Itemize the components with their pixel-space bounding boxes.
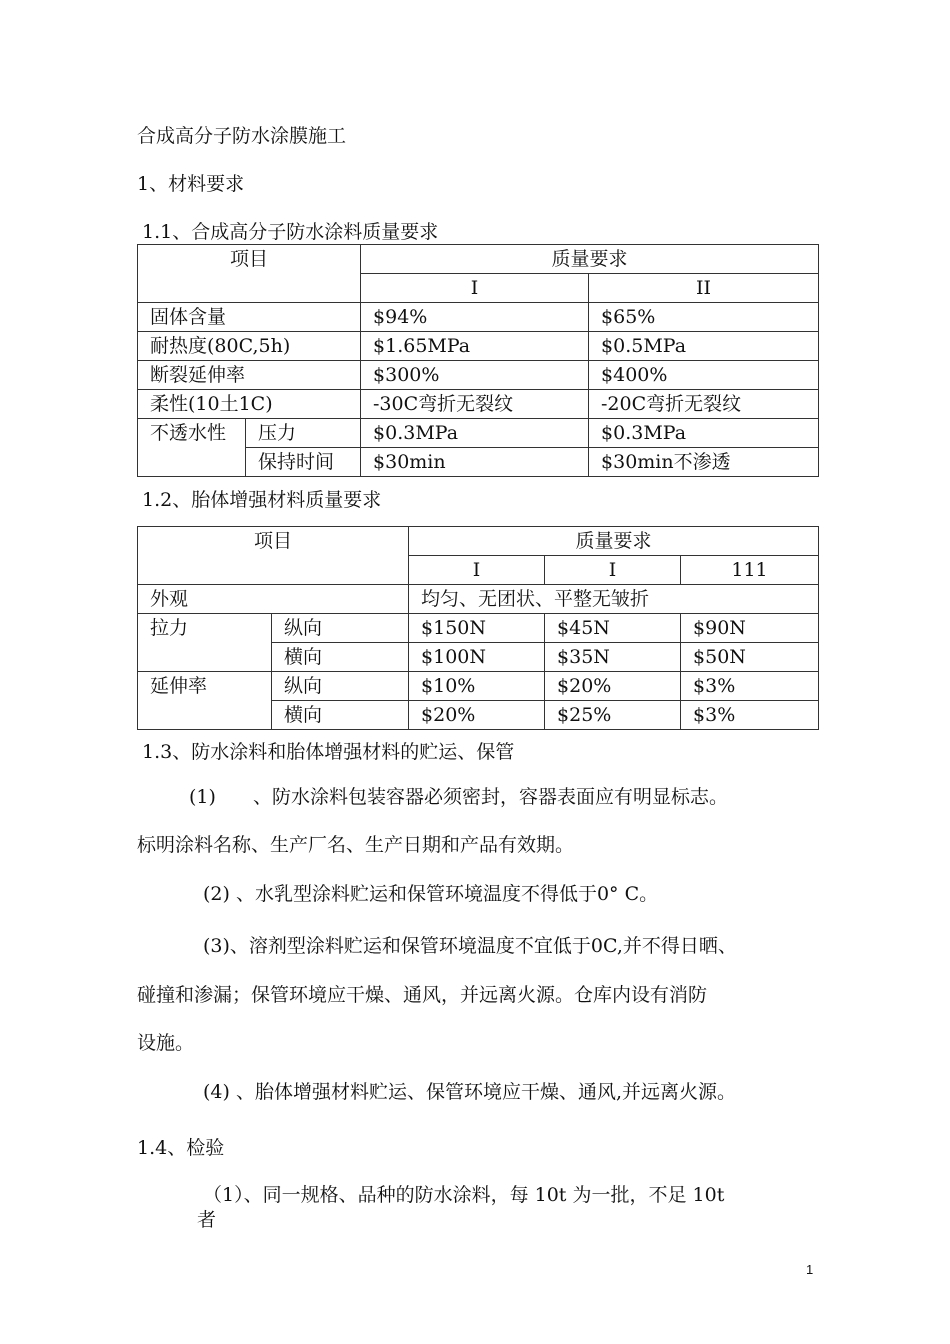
sub-label: 纵向	[272, 614, 409, 643]
cell-value: $65%	[589, 303, 819, 332]
cell-value: $30min不渗透	[589, 448, 819, 477]
header-item: 项目	[138, 245, 361, 303]
cell-value: $50N	[681, 643, 819, 672]
table-row	[138, 672, 819, 701]
row-label: 外观	[138, 585, 409, 614]
header-quality: 质量要求	[361, 245, 819, 274]
section-heading-1-2: 1.2、胎体增强材料质量要求	[142, 489, 382, 511]
table-row	[138, 303, 819, 332]
cell-value: -20C弯折无裂纹	[589, 390, 819, 419]
table-row	[138, 361, 819, 390]
grade-2: II	[589, 274, 819, 303]
grade-1: I	[409, 556, 545, 585]
page-title: 合成高分子防水涂膜施工	[137, 125, 347, 147]
cell-value: $90N	[681, 614, 819, 643]
table-row	[138, 614, 819, 643]
cell-value: $0.3MPa	[361, 419, 589, 448]
sub-label: 压力	[246, 419, 361, 448]
table-row	[138, 419, 819, 448]
cell-value: $300%	[361, 361, 589, 390]
cell-value: $35N	[545, 643, 681, 672]
grade-1: I	[361, 274, 589, 303]
header-item: 项目	[138, 527, 409, 585]
paragraph-1-number: (1)	[189, 786, 216, 808]
section-heading-1: 1、材料要求	[137, 173, 245, 195]
row-label: 耐热度(80C,5h)	[138, 332, 361, 361]
paragraph-5-line-2: 者	[197, 1209, 217, 1231]
coating-quality-table	[137, 244, 819, 477]
row-label: 固体含量	[138, 303, 361, 332]
paragraph-3-line-3: 设施。	[137, 1032, 195, 1054]
cell-value: $30min	[361, 448, 589, 477]
table-row	[138, 390, 819, 419]
paragraph-3-line-1: (3)、溶剂型涂料贮运和保管环境温度不宜低于0C,并不得日晒、	[203, 935, 737, 957]
section-heading-1-1: 1.1、合成高分子防水涂料质量要求	[142, 221, 439, 243]
paragraph-1: 、防水涂料包装容器必须密封，容器表面应有明显标志。	[253, 786, 729, 808]
reinforcement-quality-table	[137, 526, 819, 730]
section-heading-1-3: 1.3、防水涂料和胎体增强材料的贮运、保管	[142, 741, 515, 763]
cell-value: $20%	[409, 701, 545, 730]
cell-value: 均匀、无团状、平整无皱折	[409, 585, 819, 614]
row-label: 拉力	[138, 614, 272, 672]
cell-value: $20%	[545, 672, 681, 701]
row-label: 延伸率	[138, 672, 272, 730]
table-row	[138, 527, 819, 556]
cell-value: $150N	[409, 614, 545, 643]
cell-value: $25%	[545, 701, 681, 730]
sub-label: 纵向	[272, 672, 409, 701]
sub-label: 横向	[272, 643, 409, 672]
paragraph-5-line-1: （1）、同一规格、品种的防水涂料，每 10t 为一批，不足 10t	[203, 1184, 725, 1206]
paragraph-1-continued: 标明涂料名称、生产厂名、生产日期和产品有效期。	[137, 834, 575, 856]
cell-value: $0.5MPa	[589, 332, 819, 361]
row-label: 断裂延伸率	[138, 361, 361, 390]
table-row	[138, 332, 819, 361]
cell-value: $1.65MPa	[361, 332, 589, 361]
cell-value: $3%	[681, 672, 819, 701]
cell-value: $45N	[545, 614, 681, 643]
grade-3: 111	[681, 556, 819, 585]
row-label: 不透水性	[138, 419, 246, 477]
cell-value: $400%	[589, 361, 819, 390]
paragraph-4: (4) 、胎体增强材料贮运、保管环境应干燥、通风,并远离火源。	[203, 1081, 736, 1103]
cell-value: $3%	[681, 701, 819, 730]
header-quality: 质量要求	[409, 527, 819, 556]
row-label: 柔性(10土1C)	[138, 390, 361, 419]
cell-value: $10%	[409, 672, 545, 701]
cell-value: $100N	[409, 643, 545, 672]
paragraph-2: (2) 、水乳型涂料贮运和保管环境温度不得低于0° C。	[203, 883, 659, 905]
cell-value: -30C弯折无裂纹	[361, 390, 589, 419]
cell-value: $0.3MPa	[589, 419, 819, 448]
grade-2: I	[545, 556, 681, 585]
sub-label: 保持时间	[246, 448, 361, 477]
sub-label: 横向	[272, 701, 409, 730]
table-row	[138, 245, 819, 274]
cell-value: $94%	[361, 303, 589, 332]
paragraph-3-line-2: 碰撞和渗漏；保管环境应干燥、通风，并远离火源。仓库内设有消防	[137, 984, 708, 1006]
table-row	[138, 585, 819, 614]
page-number: 1	[806, 1262, 814, 1277]
section-heading-1-4: 1.4、检验	[137, 1137, 225, 1159]
